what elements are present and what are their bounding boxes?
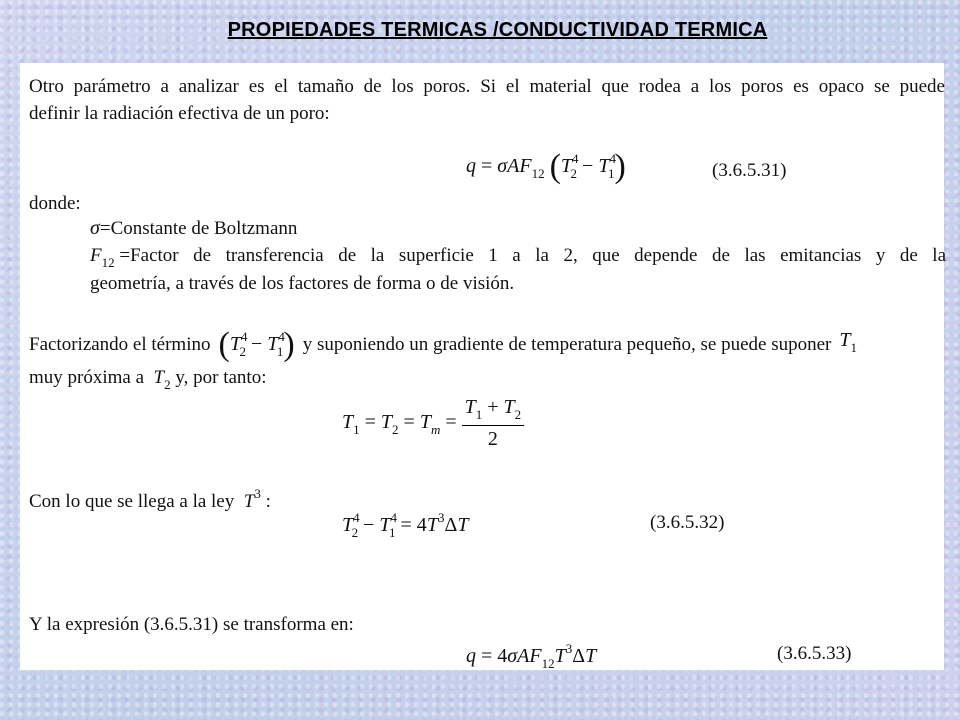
inline-text: : <box>265 491 271 512</box>
definition-text: =Factor de transferencia de la superficie 1 a la 2, que depende de las emitancias y de la <box>119 245 946 266</box>
document-page <box>20 63 944 670</box>
definition-text: =Constante de Boltzmann <box>99 218 298 239</box>
equation-mean-temperature: $T_1 = T_2 = T_m$ = $\frac{T_1 + T_2}{2}$ <box>342 396 524 451</box>
equation-number: (3.6.5.31) <box>712 160 787 181</box>
inline-text: y, por tanto: <box>175 367 267 388</box>
paragraph-line: muy próxima a $T_2$ y, por tanto: <box>29 367 267 392</box>
inline-equation: $(T^4_2 - T^4_1)$ <box>218 326 295 363</box>
equation-number: (3.6.5.32) <box>650 512 725 533</box>
inline-text: Con lo que se llega a la ley <box>29 491 235 512</box>
inline-text: y suponiendo un gradiente de temperatura pequeño, se puede suponer <box>302 333 832 355</box>
paragraph-line: donde: <box>29 193 81 214</box>
paragraph-line: Con lo que se llega a la ley $T^3$ : <box>29 486 271 512</box>
paragraph-line: Otro parámetro a analizar es el tamaño de los poros. Si el material que rodea a los poros es opaco se puede <box>29 76 945 97</box>
paragraph-line: Y la expresión (3.6.5.31) se transforma en: <box>29 614 354 635</box>
equation-radiation: q = σAF$_{12}$ $(T^4_2 - T^4_1)$ <box>466 148 626 185</box>
definition-sigma: σ=Constante de Boltzmann <box>90 217 298 239</box>
equation-final: $q = 4\sigma AF_{12}T^3\Delta T$ <box>466 641 597 671</box>
paragraph-line: definir la radiación efectiva de un poro: <box>29 103 330 124</box>
definition-f12: $F_{12}$ =Factor de transferencia de la superficie 1 a la 2, que depende de las emitancias y de la <box>90 243 946 275</box>
inline-text: muy próxima a <box>29 367 145 388</box>
paragraph-line <box>29 324 945 364</box>
inline-text: Factorizando el término <box>29 333 211 355</box>
page-title: PROPIEDADES TERMICAS /CONDUCTIVIDAD TERMICA <box>227 19 768 41</box>
fraction: $\frac{T_1 + T_2}{2}$ <box>462 396 525 451</box>
equation-t3-law: $T^4_2 - T^4_1 = 4T^3\Delta T$ <box>342 510 469 540</box>
definition-text: geometría, a través de los factores de forma o de visión. <box>90 273 515 294</box>
equation-number: (3.6.5.33) <box>777 643 852 664</box>
inline-symbol: $T_1$ <box>839 329 857 355</box>
